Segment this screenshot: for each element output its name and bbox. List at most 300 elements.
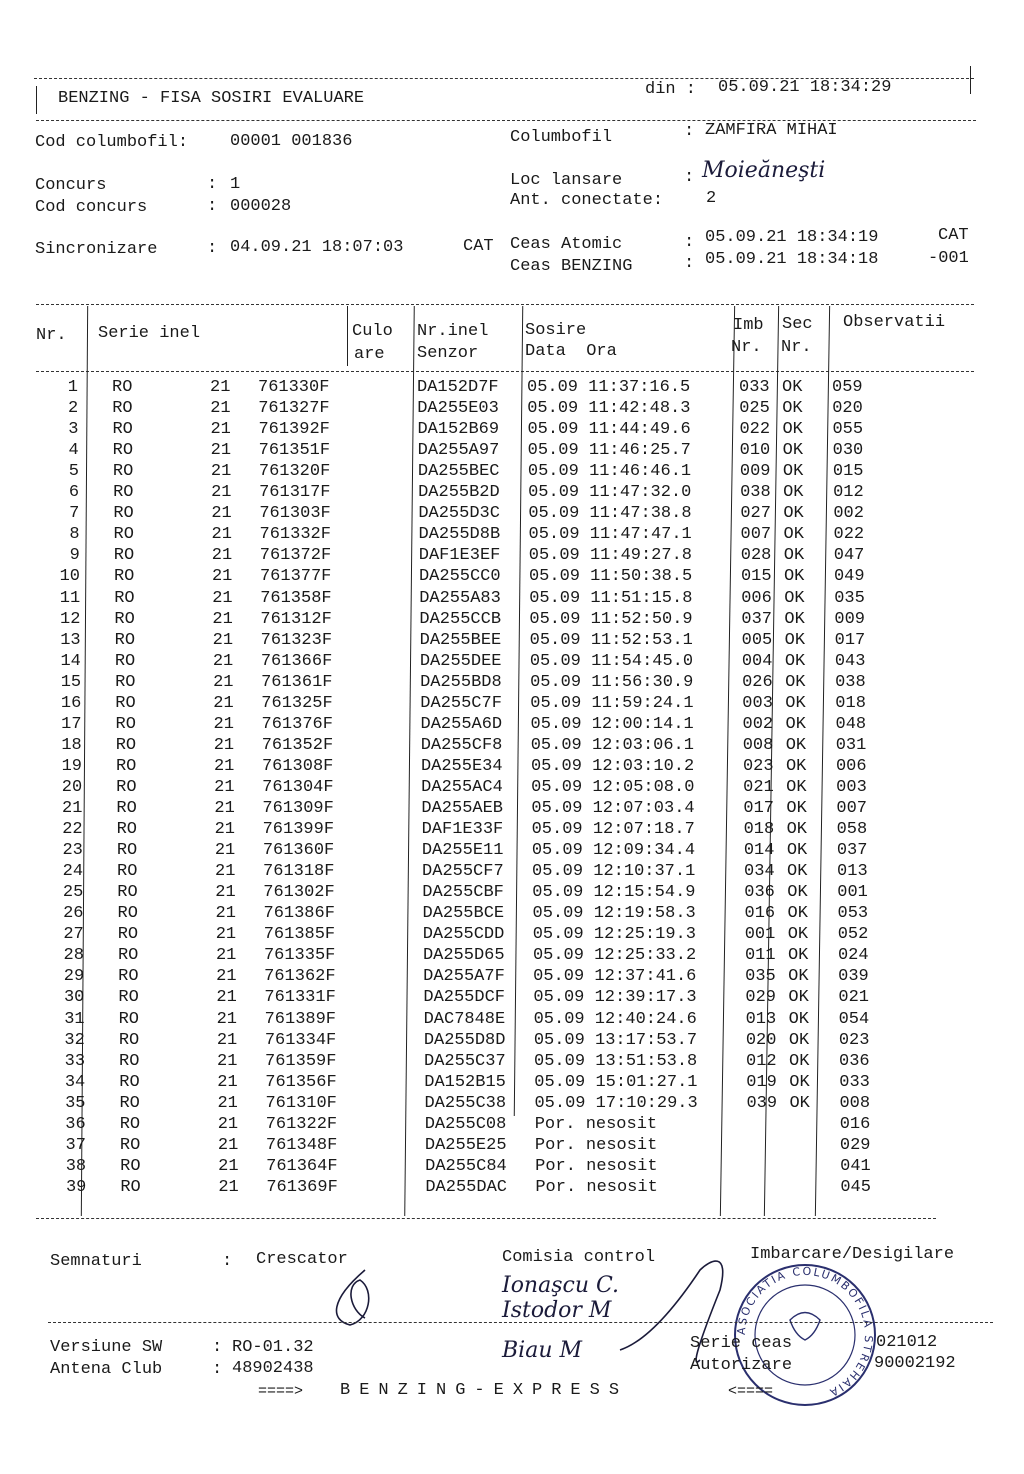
sec-nr: OK	[783, 504, 804, 524]
country: RO	[117, 925, 139, 945]
sensor-id: DAC7848E	[423, 1009, 506, 1029]
stamp-text: ASOCIATIA COLUMBOFILA STREHAIA	[734, 1264, 876, 1400]
ring-number: 761303F	[259, 504, 331, 524]
imb-nr: 019	[746, 1072, 777, 1092]
imb-nr: 007	[740, 525, 772, 545]
arrival: 05.09 15:01:27.1	[534, 1072, 698, 1092]
signature-commission-2: Istodor M	[502, 1298, 612, 1323]
sensor-id: DA255DAC	[425, 1177, 507, 1197]
arrival: 05.09 12:03:10.2	[530, 756, 695, 776]
country: RO	[118, 1030, 140, 1050]
ring-number: 761331F	[264, 988, 336, 1008]
row-number: 4	[68, 441, 79, 461]
country: RO	[118, 967, 139, 987]
country: RO	[115, 756, 137, 776]
sec-nr: OK	[787, 946, 809, 966]
observatii: 033	[839, 1072, 870, 1092]
observatii: 054	[838, 1009, 870, 1029]
sensor-id: DA255BEC	[417, 462, 500, 482]
imb-nr: 026	[742, 672, 773, 692]
sec-nr: OK	[787, 883, 808, 903]
document-title: BENZING - FISA SOSIRI EVALUARE	[58, 89, 365, 108]
sensor-id: DA255CC0	[418, 567, 501, 587]
ring-number: 761359F	[265, 1051, 337, 1071]
sec-nr: OK	[782, 378, 803, 397]
year: 21	[214, 820, 236, 840]
imbarcare-label: Imbarcare/Desigilare	[750, 1245, 955, 1264]
year: 21	[214, 799, 235, 818]
row-number: 30	[63, 988, 85, 1008]
signature-commission-1: Ionaşcu C.	[502, 1273, 620, 1298]
observatii: 055	[832, 420, 864, 440]
row-number: 1	[67, 378, 78, 397]
observatii: 043	[834, 651, 866, 671]
row-number: 24	[62, 862, 84, 882]
ring-number: 761356F	[265, 1072, 337, 1092]
sensor-id: DA255A6D	[420, 714, 503, 734]
ring-number: 761304F	[262, 777, 334, 797]
sensor-id: DA255E11	[421, 841, 504, 861]
sensor-id: DA255C7F	[420, 693, 502, 713]
row-number: 22	[62, 820, 83, 840]
ring-number: 761334F	[264, 1030, 337, 1050]
year: 21	[216, 967, 237, 987]
imb-nr: 037	[741, 609, 773, 629]
year: 21	[210, 420, 231, 440]
sec-nr: OK	[787, 904, 808, 924]
imb-nr: 036	[744, 883, 775, 903]
sensor-id: DAF1E33F	[421, 820, 504, 840]
versiune-sw-label: Versiune SW	[50, 1338, 163, 1357]
year: 21	[212, 588, 233, 608]
observatii: 045	[840, 1177, 871, 1197]
row-number: 21	[62, 799, 83, 818]
crescator-label: Crescator	[256, 1250, 348, 1269]
year: 21	[217, 1051, 238, 1071]
sec-nr: OK	[784, 609, 805, 629]
imb-nr: 010	[739, 441, 771, 461]
year: 21	[210, 462, 232, 482]
sec-nr: OK	[785, 714, 806, 734]
row-number: 34	[64, 1072, 86, 1092]
year: 21	[218, 1177, 239, 1197]
ring-number: 761320F	[258, 462, 331, 482]
year: 21	[214, 841, 236, 861]
arrival: Por. nesosit	[534, 1135, 658, 1155]
sec-nr: OK	[789, 1093, 810, 1113]
arrival: 05.09 11:50:38.5	[528, 567, 693, 587]
ring-number: 761366F	[260, 651, 333, 671]
row-number: 32	[64, 1030, 85, 1050]
sec-nr: OK	[785, 756, 807, 776]
arrival: 05.09 12:03:06.1	[530, 735, 694, 755]
year: 21	[214, 777, 235, 797]
observatii: 020	[832, 399, 863, 419]
observatii: 047	[833, 546, 865, 566]
versiune-sw: RO-01.32	[232, 1338, 314, 1357]
arrival: 05.09 11:47:38.8	[528, 504, 692, 524]
arrival: Por. nesosit	[535, 1156, 658, 1176]
cod-concurs: 000028	[230, 197, 292, 216]
country: RO	[119, 1135, 141, 1155]
antena-club-label: Antena Club	[50, 1360, 163, 1379]
country: RO	[112, 441, 134, 461]
country: RO	[114, 588, 135, 608]
observatii: 036	[839, 1051, 870, 1071]
sensor-id: DA255C08	[424, 1114, 507, 1134]
sensor-id: DA255DEE	[419, 651, 502, 671]
imb-nr: 001	[744, 925, 776, 945]
country: RO	[117, 862, 138, 882]
sensor-id: DA255E34	[420, 756, 503, 776]
observatii: 039	[838, 967, 869, 987]
sensor-id: DA255CF8	[420, 735, 503, 755]
imb-nr: 021	[743, 777, 774, 797]
arrival: 05.09 12:25:19.3	[532, 925, 696, 945]
arrival: Por. nesosit	[535, 1177, 658, 1197]
ring-number: 761399F	[262, 820, 335, 840]
ring-number: 761377F	[259, 567, 332, 587]
imb-nr: 013	[745, 1009, 777, 1029]
sensor-id: DA255A83	[419, 588, 501, 608]
ring-number: 761323F	[260, 630, 333, 650]
col-header-nr: Nr.	[36, 326, 67, 345]
imb-nr: 014	[743, 841, 775, 861]
row-number: 19	[61, 756, 82, 776]
arrival: 05.09 12:09:34.4	[531, 841, 696, 861]
sec-nr: OK	[783, 546, 805, 566]
year: 21	[217, 1072, 238, 1092]
colon: :	[684, 168, 695, 187]
country: RO	[117, 883, 138, 903]
arrival: 05.09 12:37:41.6	[533, 967, 697, 987]
country: RO	[113, 504, 134, 524]
country: RO	[119, 1114, 141, 1134]
observatii: 003	[836, 777, 867, 797]
sensor-id: DA255A7F	[423, 967, 505, 987]
sensor-id: DA255CBF	[422, 883, 504, 903]
arrival: 05.09 11:52:53.1	[529, 630, 693, 650]
brand-banner: BENZING-EXPRESS	[340, 1381, 629, 1400]
country: RO	[113, 567, 135, 587]
row-number: 38	[65, 1156, 87, 1176]
row-number: 3	[68, 420, 79, 440]
ring-number: 761376F	[261, 714, 333, 734]
sec-nr: OK	[785, 672, 806, 692]
footer-rule	[48, 1322, 993, 1323]
imb-nr: 003	[742, 693, 773, 713]
sec-nr: OK	[783, 483, 804, 503]
autorizare-label: Autorizare	[690, 1356, 793, 1375]
imb-nr: 035	[745, 967, 776, 987]
sensor-id: DA255A97	[417, 441, 500, 461]
imb-nr: 006	[741, 588, 772, 608]
sensor-id: DA255C84	[425, 1156, 507, 1176]
arrival: 05.09 11:56:30.9	[530, 672, 694, 692]
year: 21	[215, 862, 236, 882]
arrival: 05.09 12:40:24.6	[533, 1009, 697, 1029]
sensor-id: DAF1E3EF	[418, 546, 501, 566]
country: RO	[112, 399, 133, 419]
sincronizare: 04.09.21 18:07:03	[230, 238, 404, 257]
arrival: 05.09 12:07:18.7	[531, 820, 695, 840]
country: RO	[115, 672, 136, 692]
cod-columbofil-label: Cod columbofil:	[35, 133, 189, 152]
ring-number: 761327F	[258, 399, 330, 419]
country: RO	[115, 735, 137, 755]
sensor-id: DA255CDD	[422, 925, 505, 945]
sec-nr: OK	[786, 841, 808, 861]
imb-nr: 029	[745, 988, 776, 1008]
ring-number: 761358F	[260, 588, 332, 608]
imb-nr: 012	[746, 1051, 777, 1071]
year: 21	[210, 399, 231, 419]
sec-nr: OK	[788, 1030, 810, 1050]
year: 21	[211, 567, 233, 587]
row-number: 2	[68, 399, 79, 419]
sensor-id: DA255AEB	[421, 799, 504, 818]
country: RO	[118, 988, 139, 1008]
observatii: 002	[833, 504, 864, 524]
year: 21	[215, 925, 237, 945]
col-header-imb: Imb	[733, 316, 764, 335]
observatii: 053	[837, 904, 869, 924]
year: 21	[210, 441, 232, 461]
observatii: 048	[835, 714, 867, 734]
row-number: 15	[60, 672, 82, 692]
row-number: 5	[68, 462, 79, 482]
sec-nr: OK	[788, 1009, 809, 1029]
arrival: 05.09 13:51:53.8	[534, 1051, 698, 1071]
imb-nr: 020	[745, 1030, 777, 1050]
concurs: 1	[230, 175, 241, 194]
observatii: 038	[835, 672, 866, 692]
year: 21	[211, 483, 232, 503]
observatii: 030	[832, 441, 864, 461]
sensor-id: DA255C37	[424, 1051, 506, 1071]
col-header-senzor: Senzor	[417, 344, 479, 363]
ant-conectate-label: Ant. conectate:	[510, 191, 664, 210]
row-number: 28	[63, 946, 84, 966]
sec-nr: OK	[784, 630, 806, 650]
observatii: 049	[833, 567, 865, 587]
row-number: 36	[65, 1114, 86, 1134]
observatii: 023	[838, 1030, 870, 1050]
ring-number: 761335F	[263, 946, 336, 966]
country: RO	[114, 609, 135, 629]
row-number: 23	[62, 841, 83, 861]
year: 21	[212, 630, 234, 650]
concurs-label: Concurs	[35, 176, 107, 195]
sensor-id: DA255DCF	[423, 988, 505, 1008]
year: 21	[212, 609, 233, 629]
observatii: 012	[833, 483, 864, 503]
row-number: 33	[64, 1051, 86, 1071]
ring-number: 761317F	[259, 483, 331, 503]
imb-nr: 009	[739, 462, 771, 482]
country: RO	[119, 1093, 140, 1113]
country: RO	[112, 378, 133, 397]
sincronizare-label: Sincronizare	[35, 240, 158, 259]
columbofil-label: Columbofil	[510, 128, 613, 147]
country: RO	[120, 1156, 141, 1176]
arrival: 05.09 11:59:24.1	[530, 693, 694, 713]
imb-nr: 004	[741, 651, 773, 671]
row-number: 26	[63, 904, 84, 924]
brand-arrow-right: <====	[728, 1383, 774, 1400]
imb-nr: 033	[739, 378, 770, 397]
country: RO	[115, 693, 136, 713]
ring-number: 761386F	[263, 904, 335, 924]
arrival: 05.09 12:10:37.1	[532, 862, 696, 882]
imb-nr: 028	[740, 546, 772, 566]
year: 21	[216, 1030, 238, 1050]
observatii: 024	[837, 946, 869, 966]
sensor-id: DA255D8B	[418, 525, 501, 545]
observatii: 009	[834, 609, 866, 629]
row-number: 9	[69, 546, 80, 566]
sec-nr: OK	[786, 799, 807, 818]
ceas-atomic: 05.09.21 18:34:19	[705, 228, 879, 247]
sensor-id: DA255D65	[422, 946, 505, 966]
sincronizare-zone: CAT	[463, 237, 494, 256]
colon: :	[207, 175, 218, 194]
serie-ceas-label: Serie ceas	[690, 1334, 793, 1353]
year: 21	[213, 756, 235, 776]
sec-nr: OK	[784, 588, 805, 608]
observatii: 035	[834, 588, 865, 608]
sensor-id: DA255E25	[424, 1135, 507, 1155]
cod-columbofil: 00001 001836	[230, 132, 353, 151]
colon: :	[684, 122, 695, 141]
imb-nr: 025	[739, 399, 770, 419]
row-number: 25	[62, 883, 84, 903]
sec-nr: OK	[789, 1072, 810, 1092]
sensor-id: DA255CCB	[419, 609, 502, 629]
imb-nr: 034	[744, 862, 775, 882]
colon: :	[212, 1360, 223, 1379]
country: RO	[119, 1072, 140, 1092]
row-number: 13	[60, 630, 81, 650]
ceas-benzing: 05.09.21 18:34:18	[705, 250, 879, 269]
observatii: 018	[835, 693, 866, 713]
sec-nr: OK	[783, 525, 804, 545]
sensor-id: DA255CF7	[422, 862, 504, 882]
arrival: 05.09 11:37:16.5	[527, 378, 691, 397]
row-number: 17	[61, 714, 82, 734]
year: 21	[213, 735, 235, 755]
arrival: 05.09 11:44:49.6	[527, 420, 691, 440]
sensor-id: DA255BD8	[420, 672, 502, 692]
row-number: 18	[61, 735, 82, 755]
country: RO	[118, 1009, 139, 1029]
row-number: 20	[61, 777, 83, 797]
loc-lansare-label: Loc lansare	[510, 171, 623, 190]
country: RO	[114, 630, 136, 650]
row-number: 14	[60, 651, 81, 671]
sensor-id: DA255AC4	[421, 777, 503, 797]
row-number: 11	[59, 588, 81, 608]
year: 21	[211, 546, 233, 566]
arrival: 05.09 12:00:14.1	[530, 714, 694, 734]
signature-commission-3: Biau M	[502, 1338, 583, 1363]
print-date-label: din :	[645, 80, 697, 99]
sec-nr: OK	[787, 862, 808, 882]
year: 21	[215, 904, 236, 924]
sensor-id: DA255D8D	[423, 1030, 506, 1050]
arrival: 05.09 12:05:08.0	[531, 777, 695, 797]
year: 21	[210, 378, 231, 397]
imb-nr: 005	[741, 630, 773, 650]
country: RO	[113, 546, 135, 566]
sec-nr: OK	[782, 399, 803, 419]
sec-nr: OK	[786, 820, 808, 840]
comisia-control-label: Comisia control	[502, 1248, 656, 1267]
row-number: 10	[59, 567, 80, 587]
year: 21	[217, 1135, 239, 1155]
sensor-id: DA255BEE	[419, 630, 502, 650]
observatii: 017	[834, 630, 866, 650]
observatii: 001	[837, 883, 868, 903]
breeder-signature-icon	[336, 1270, 368, 1325]
year: 21	[217, 1093, 238, 1113]
arrival: 05.09 11:52:50.9	[529, 609, 693, 629]
arrival: Por. nesosit	[534, 1114, 658, 1134]
row-number: 27	[63, 925, 84, 945]
year: 21	[216, 988, 237, 1008]
autorizare: 90002192	[874, 1354, 956, 1373]
ring-number: 761361F	[261, 672, 333, 692]
ring-number: 761332F	[259, 525, 331, 545]
arrival: 05.09 11:46:46.1	[527, 462, 692, 482]
observatii: 007	[836, 799, 867, 818]
ring-number: 761364F	[266, 1156, 338, 1176]
country: RO	[112, 420, 133, 440]
year: 21	[211, 525, 232, 545]
country: RO	[112, 462, 134, 482]
col-header-sec: Sec	[782, 315, 813, 334]
colon: :	[684, 254, 695, 273]
sec-nr: OK	[788, 988, 809, 1008]
ceas-benzing-label: Ceas BENZING	[510, 257, 633, 276]
ceas-atomic-zone: CAT	[938, 226, 969, 245]
observatii: 031	[835, 735, 867, 755]
country: RO	[115, 714, 136, 734]
col-header-culoare: Culo	[352, 322, 393, 341]
col-header-nr-inel: Nr.inel	[417, 322, 489, 341]
observatii: 037	[836, 841, 868, 861]
sensor-id: DA255B2D	[418, 483, 500, 503]
row-number: 39	[65, 1177, 87, 1197]
observatii: 052	[837, 925, 869, 945]
serie-ceas: 021012	[876, 1333, 938, 1352]
imb-nr: 022	[739, 420, 771, 440]
imb-nr: 008	[742, 735, 774, 755]
print-date: 05.09.21 18:34:29	[718, 78, 892, 97]
row-number: 16	[60, 693, 82, 713]
sec-nr: OK	[782, 420, 803, 440]
ring-number: 761392F	[258, 420, 330, 440]
arrival: 05.09 11:46:25.7	[527, 441, 691, 461]
observatii: 015	[832, 462, 864, 482]
row-number: 12	[60, 609, 81, 629]
row-number: 6	[68, 483, 80, 503]
imb-nr: 016	[744, 904, 776, 924]
ring-number: 761330F	[258, 378, 330, 397]
observatii: 029	[839, 1135, 871, 1155]
imb-nr: 023	[742, 756, 774, 776]
country: RO	[117, 904, 138, 924]
